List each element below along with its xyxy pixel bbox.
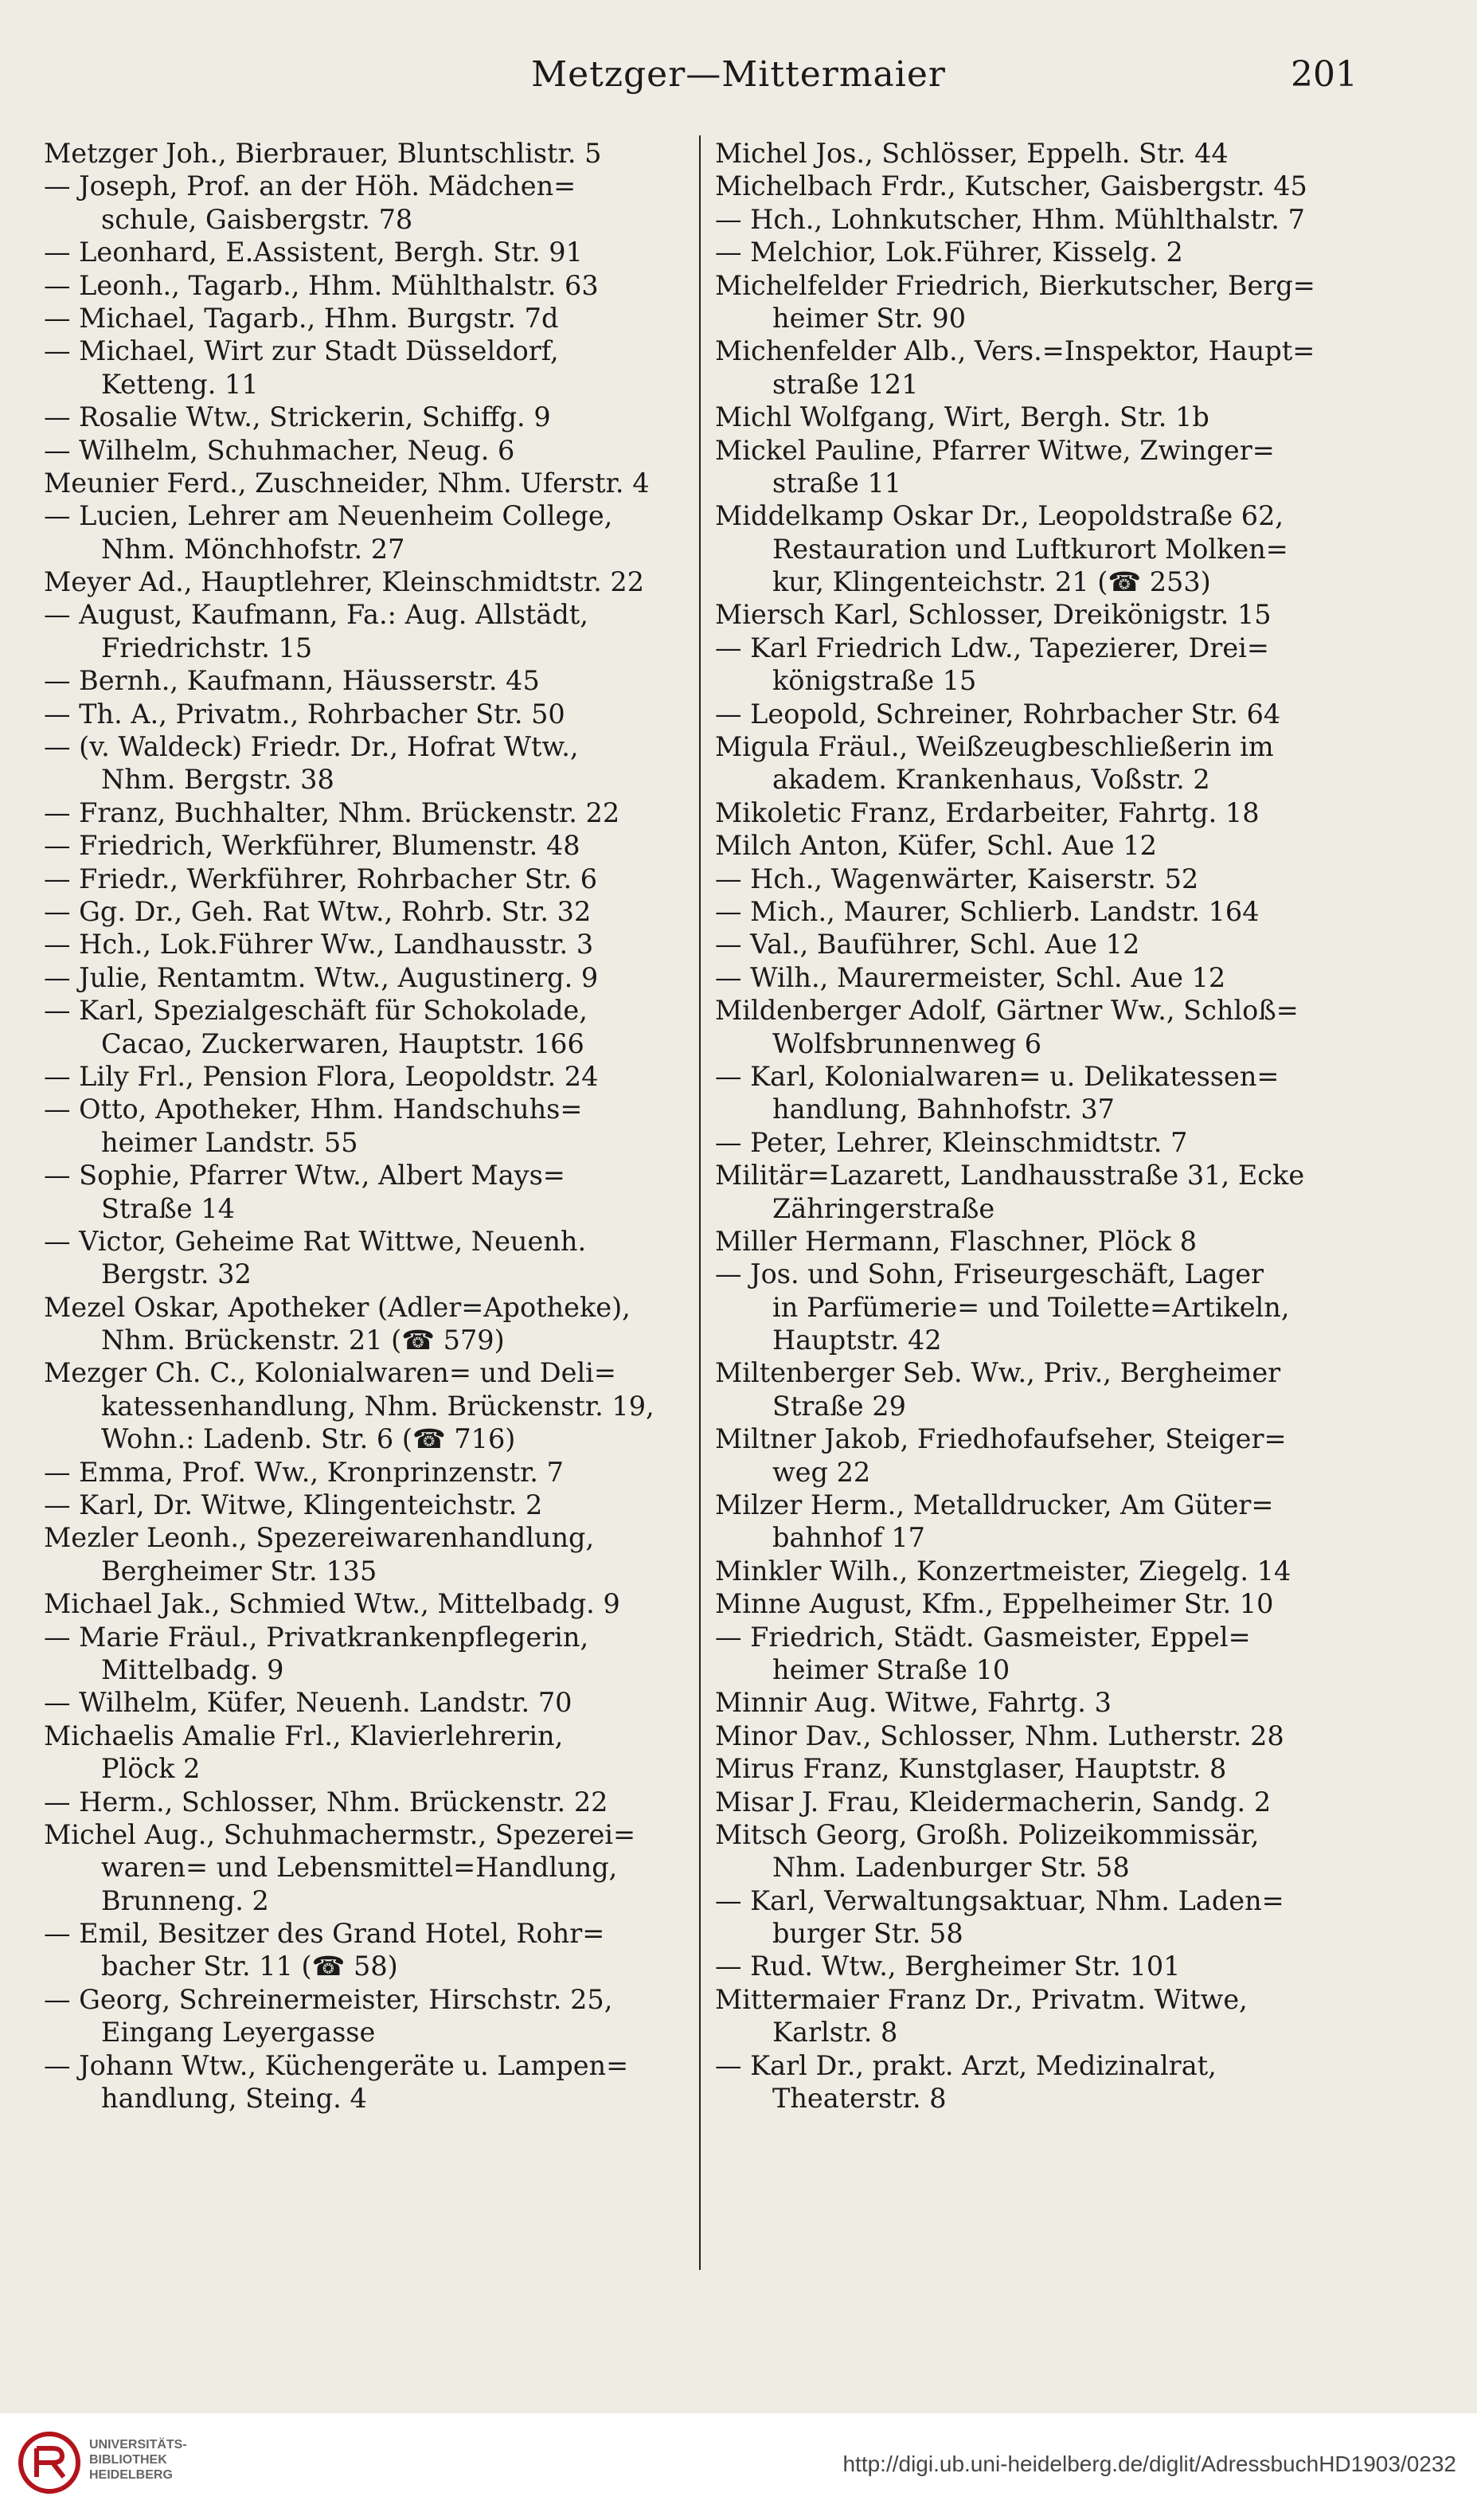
directory-entry [715,170,1376,202]
entry-line: Mezler Leonh., Spezereiwarenhandlung, [44,1522,595,1554]
entry-continuation-line: Karlstr. 8 [772,2017,898,2048]
entry-line: Michael Jak., Schmied Wtw., Mittelbadg. 9 [44,1588,620,1620]
directory-entry [44,698,705,730]
entry-line: Meyer Ad., Hauptlehrer, Kleinschmidtstr. 22 [44,566,645,598]
directory-entry [715,796,1376,829]
entry-continuation-line: Cacao, Zuckerwaren, Hauptstr. 166 [101,1027,584,1059]
directory-entry [44,863,705,895]
library-name-line: UNIVERSITÄTS- [89,2438,187,2452]
directory-entry [715,236,1376,268]
directory-entry [44,1093,705,1159]
directory-entry [44,1786,705,1818]
entry-line: — Rud. Wtw., Bergheimer Str. 101 [715,1951,1181,1982]
entry-line: — Friedr., Werkführer, Rohrbacher Str. 6 [44,863,598,894]
directory-entry [715,1983,1376,2049]
directory-entry [715,598,1376,631]
entry-continuation-line: Wolfsbrunnenweg 6 [772,1027,1042,1059]
entry-line: — Joseph, Prof. an der Höh. Mädchen= [44,170,576,202]
entry-continuation-line: heimer Str. 90 [772,302,967,334]
entry-line: Milzer Herm., Metalldrucker, Am Güter= [715,1489,1274,1521]
entry-continuation-line: waren= und Lebensmittel=Handlung, [101,1852,618,1884]
entry-continuation-line: Straße 29 [772,1390,906,1422]
directory-entry [44,137,705,170]
entry-continuation-line: heimer Straße 10 [772,1653,1010,1685]
entry-line: Mildenberger Adolf, Gärtner Ww., Schloß= [715,995,1299,1027]
entry-continuation-line: bahnhof 17 [772,1522,925,1554]
entry-line: — Franz, Buchhalter, Nhm. Brückenstr. 22 [44,796,620,828]
entry-line: — Karl, Verwaltungsaktuar, Nhm. Laden= [715,1884,1284,1916]
entry-continuation-line: königstraße 15 [772,665,977,697]
directory-entry [44,1983,705,2049]
entry-line: — Leopold, Schreiner, Rohrbacher Str. 64 [715,698,1281,730]
directory-entry [44,1621,705,1687]
directory-entry [715,1225,1376,1258]
entry-continuation-line: katessenhandlung, Nhm. Brückenstr. 19, [101,1390,654,1422]
entry-line: — Melchior, Lok.Führer, Kisselg. 2 [715,237,1183,268]
entry-line: — Gg. Dr., Geh. Rat Wtw., Rohrb. Str. 32 [44,895,592,927]
entry-line: Michl Wolfgang, Wirt, Bergh. Str. 1b [715,401,1209,433]
entry-line: Michelbach Frdr., Kutscher, Gaisbergstr. 45 [715,170,1307,202]
entry-line: Milch Anton, Küfer, Schl. Aue 12 [715,830,1157,862]
entry-continuation-line: heimer Landstr. 55 [101,1126,358,1158]
running-title: Metzger—Mittermaier [531,54,946,95]
directory-entry [715,895,1376,928]
entry-line: Miltenberger Seb. Ww., Priv., Bergheimer [715,1357,1281,1389]
entry-line: — August, Kaufmann, Fa.: Aug. Allstädt, [44,599,588,631]
entry-line: Mezel Oskar, Apotheker (Adler=Apotheke), [44,1291,631,1323]
entry-line: Michel Aug., Schuhmachermstr., Spezerei= [44,1818,636,1850]
entry-line: Metzger Joh., Bierbrauer, Bluntschlistr. 5 [44,138,602,169]
footer-bar [0,2413,1477,2520]
entry-line: — Karl, Dr. Witwe, Klingenteichstr. 2 [44,1489,543,1521]
directory-entry [715,1720,1376,1752]
directory-entry [44,1720,705,1786]
directory-entry [44,499,705,565]
directory-entry [715,1422,1376,1489]
entry-line: — Friedrich, Städt. Gasmeister, Eppel= [715,1621,1251,1653]
entry-line: Mittermaier Franz Dr., Privatm. Witwe, [715,1983,1248,2015]
entry-line: — Friedrich, Werkführer, Blumenstr. 48 [44,830,580,862]
entry-continuation-line: Eingang Leyergasse [101,2017,376,2048]
directory-entry [715,1489,1376,1555]
entry-line: — Jos. und Sohn, Friseurgeschäft, Lager [715,1258,1264,1290]
entry-line: — Peter, Lehrer, Kleinschmidtstr. 7 [715,1126,1188,1158]
entry-line: — Wilhelm, Schuhmacher, Neug. 6 [44,434,515,466]
directory-entry [715,1818,1376,1884]
directory-entry [715,863,1376,895]
library-name-line: BIBLIOTHEK [89,2453,167,2467]
entry-line: — Hch., Lok.Führer Ww., Landhausstr. 3 [44,929,594,961]
directory-entry [44,1291,705,1357]
entry-continuation-line: Nhm. Brückenstr. 21 (☎ 579) [101,1325,505,1356]
directory-entry [715,961,1376,994]
entry-line: Mickel Pauline, Pfarrer Witwe, Zwinger= [715,434,1275,466]
entry-line: — Michael, Wirt zur Stadt Düsseldorf, [44,335,559,367]
directory-entry [715,1786,1376,1818]
directory-entry [44,1489,705,1521]
entry-continuation-line: Wohn.: Ladenb. Str. 6 (☎ 716) [101,1423,516,1455]
directory-entry [44,434,705,467]
entry-continuation-line: Ketteng. 11 [101,368,259,400]
directory-entry [44,1521,705,1587]
entry-continuation-line: Friedrichstr. 15 [101,632,313,663]
directory-entry [715,928,1376,961]
entry-line: — Karl Dr., prakt. Arzt, Medizinalrat, [715,2049,1217,2081]
entry-continuation-line: Straße 14 [101,1192,235,1224]
directory-entry [44,335,705,401]
directory-entry [715,1752,1376,1785]
entry-continuation-line: Mittelbadg. 9 [101,1653,284,1685]
entry-line: — Rosalie Wtw., Strickerin, Schiffg. 9 [44,401,551,433]
library-name [89,2437,187,2483]
entry-continuation-line: Theaterstr. 8 [772,2083,947,2115]
directory-entry [715,1159,1376,1225]
entry-line: — Sophie, Pfarrer Wtw., Albert Mays= [44,1160,565,1192]
entry-line: — Otto, Apotheker, Hhm. Handschuhs= [44,1094,583,1125]
entry-line: Michel Jos., Schlösser, Eppelh. Str. 44 [715,138,1229,169]
directory-entry [44,961,705,994]
directory-entry [715,2049,1376,2115]
entry-continuation-line: Restauration und Luftkurort Molken= [772,533,1288,565]
library-logo-icon [18,2431,81,2495]
entry-line: Mikoletic Franz, Erdarbeiter, Fahrtg. 18 [715,796,1260,828]
entry-line: Misar J. Frau, Kleidermacherin, Sandg. 2 [715,1786,1272,1818]
entry-line: — Karl, Kolonialwaren= u. Delikatessen= [715,1060,1280,1092]
entry-line: Miller Hermann, Flaschner, Plöck 8 [715,1225,1198,1257]
entry-continuation-line: Nhm. Ladenburger Str. 58 [772,1852,1130,1884]
directory-entry [715,499,1376,598]
entry-line: — Julie, Rentamtm. Wtw., Augustinerg. 9 [44,961,599,993]
directory-entry [44,401,705,433]
entry-continuation-line: burger Str. 58 [772,1918,963,1950]
directory-entry [44,1818,705,1917]
directory-entry [715,1555,1376,1587]
entry-continuation-line: bacher Str. 11 (☎ 58) [101,1951,398,1982]
entry-line: — Hch., Wagenwärter, Kaiserstr. 52 [715,863,1199,894]
directory-entry [44,1686,705,1719]
entry-line: Minne August, Kfm., Eppelheimer Str. 10 [715,1588,1274,1620]
directory-entry [44,1060,705,1093]
entry-line: Mitsch Georg, Großh. Polizeikommissär, [715,1818,1260,1850]
entry-continuation-line: in Parfümerie= und Toilette=Artikeln, [772,1291,1290,1323]
entry-line: Middelkamp Oskar Dr., Leopoldstraße 62, [715,500,1284,532]
directory-entry [44,829,705,862]
directory-entry [44,1587,705,1620]
directory-entry [715,203,1376,236]
entry-line: Mezger Ch. C., Kolonialwaren= und Deli= [44,1357,616,1389]
entry-line: — Leonhard, E.Assistent, Bergh. Str. 91 [44,237,583,268]
entry-continuation-line: Brunneng. 2 [101,1884,269,1916]
directory-entry [44,1225,705,1291]
entry-line: — Johann Wtw., Küchengeräte u. Lampen= [44,2049,629,2081]
directory-entry [44,170,705,236]
entry-line: — Wilh., Maurermeister, Schl. Aue 12 [715,961,1226,993]
entry-line: — Bernh., Kaufmann, Häusserstr. 45 [44,665,540,697]
directory-entry [715,1950,1376,1982]
directory-entry [715,1686,1376,1719]
directory-entry [44,1159,705,1225]
directory-entry [715,1356,1376,1422]
directory-entry [715,137,1376,170]
entry-continuation-line: straße 11 [772,467,902,499]
entry-line: Mirus Franz, Kunstglaser, Hauptstr. 8 [715,1753,1227,1785]
directory-entry [44,302,705,335]
directory-entry [715,1060,1376,1126]
page-number: 201 [1291,54,1358,95]
entry-line: Miltner Jakob, Friedhofaufseher, Steiger= [715,1423,1287,1455]
entry-continuation-line: handlung, Bahnhofstr. 37 [772,1094,1115,1125]
entry-line: — Karl, Spezialgeschäft für Schokolade, [44,995,588,1027]
directory-entry [715,269,1376,335]
directory-entry [715,994,1376,1060]
entry-continuation-line: Nhm. Bergstr. 38 [101,764,334,796]
directory-entry [44,1917,705,1983]
directory-entry [715,1126,1376,1159]
entry-line: Michelfelder Friedrich, Bierkutscher, Berg= [715,269,1315,301]
source-url[interactable]: http://digi.ub.uni-heidelberg.de/diglit/AdressbuchHD1903/0232 [842,2452,1456,2476]
entry-line: Minor Dav., Schlosser, Nhm. Lutherstr. 28 [715,1720,1284,1751]
directory-entry [44,269,705,302]
entry-line: Miersch Karl, Schlosser, Dreikönigstr. 15 [715,599,1272,631]
entry-line: — Karl Friedrich Ldw., Tapezierer, Drei= [715,632,1269,663]
directory-entry [44,994,705,1060]
directory-entry [44,928,705,961]
directory-entry [44,2049,705,2115]
directory-entry [715,335,1376,401]
entry-line: — Wilhelm, Küfer, Neuenh. Landstr. 70 [44,1687,572,1719]
directory-entry [44,664,705,697]
directory-entry [715,1884,1376,1951]
entry-line: — Herm., Schlosser, Nhm. Brückenstr. 22 [44,1786,608,1818]
entry-line: Michenfelder Alb., Vers.=Inspektor, Haupt= [715,335,1315,367]
directory-entry [715,401,1376,433]
directory-entry [715,1258,1376,1356]
entry-line: — Michael, Tagarb., Hhm. Burgstr. 7d [44,302,559,334]
entry-continuation-line: weg 22 [772,1456,871,1488]
entry-line: Militär=Lazarett, Landhausstraße 31, Ecke [715,1160,1305,1192]
directory-entry [44,895,705,928]
entry-line: Minnir Aug. Witwe, Fahrtg. 3 [715,1687,1112,1719]
entry-line: — Lucien, Lehrer am Neuenheim College, [44,500,613,532]
entry-line: — (v. Waldeck) Friedr. Dr., Hofrat Wtw., [44,731,579,763]
entry-continuation-line: akadem. Krankenhaus, Voßstr. 2 [772,764,1210,796]
directory-entry [715,1587,1376,1620]
entry-continuation-line: straße 121 [772,368,919,400]
library-name-line: HEIDELBERG [89,2468,173,2482]
entry-line: — Th. A., Privatm., Rohrbacher Str. 50 [44,698,565,730]
entry-line: — Georg, Schreinermeister, Hirschstr. 25, [44,1983,613,2015]
entry-continuation-line: Plöck 2 [101,1753,201,1785]
entry-line: — Hch., Lohnkutscher, Hhm. Mühlthalstr. 7 [715,203,1305,235]
directory-entry [715,829,1376,862]
directory-entry [715,632,1376,698]
entry-continuation-line: Hauptstr. 42 [772,1325,942,1356]
entry-continuation-line: kur, Klingenteichstr. 21 (☎ 253) [772,566,1211,598]
entry-line: — Lily Frl., Pension Flora, Leopoldstr. 24 [44,1060,599,1092]
entry-line: Meunier Ferd., Zuschneider, Nhm. Uferstr. 4 [44,467,650,499]
directory-entry [44,730,705,796]
directory-entry [44,467,705,499]
directory-entry [44,1456,705,1489]
entry-line: — Victor, Geheime Rat Wittwe, Neuenh. [44,1225,587,1257]
entry-line: — Val., Bauführer, Schl. Aue 12 [715,929,1140,961]
entry-continuation-line: schule, Gaisbergstr. 78 [101,203,413,235]
directory-entry [44,236,705,268]
directory-entry [44,1356,705,1455]
entry-continuation-line: Bergstr. 32 [101,1258,252,1290]
page-header [0,49,1477,105]
entry-line: — Leonh., Tagarb., Hhm. Mühlthalstr. 63 [44,269,599,301]
entry-continuation-line: Bergheimer Str. 135 [101,1555,377,1587]
directory-entry [715,698,1376,730]
left-column [44,137,705,2115]
entry-line: — Marie Fräul., Privatkrankenpflegerin, [44,1621,589,1653]
entry-line: Migula Fräul., Weißzeugbeschließerin im [715,731,1274,763]
entry-continuation-line: Nhm. Mönchhofstr. 27 [101,533,405,565]
column-divider [699,135,701,2270]
right-column [715,137,1376,2115]
entry-line: Michaelis Amalie Frl., Klavierlehrerin, [44,1720,564,1751]
entry-continuation-line: handlung, Steing. 4 [101,2083,367,2115]
directory-entry [44,598,705,664]
directory-entry [715,434,1376,500]
entry-line: Minkler Wilh., Konzertmeister, Ziegelg. 14 [715,1555,1291,1587]
directory-entry [715,1621,1376,1687]
entry-line: — Emil, Besitzer des Grand Hotel, Rohr= [44,1918,605,1950]
entry-line: — Emma, Prof. Ww., Kronprinzenstr. 7 [44,1456,564,1488]
entry-line: — Mich., Maurer, Schlierb. Landstr. 164 [715,895,1260,927]
directory-entry [44,796,705,829]
directory-entry [44,565,705,598]
entry-continuation-line: Zähringerstraße [772,1192,995,1224]
directory-entry [715,730,1376,796]
